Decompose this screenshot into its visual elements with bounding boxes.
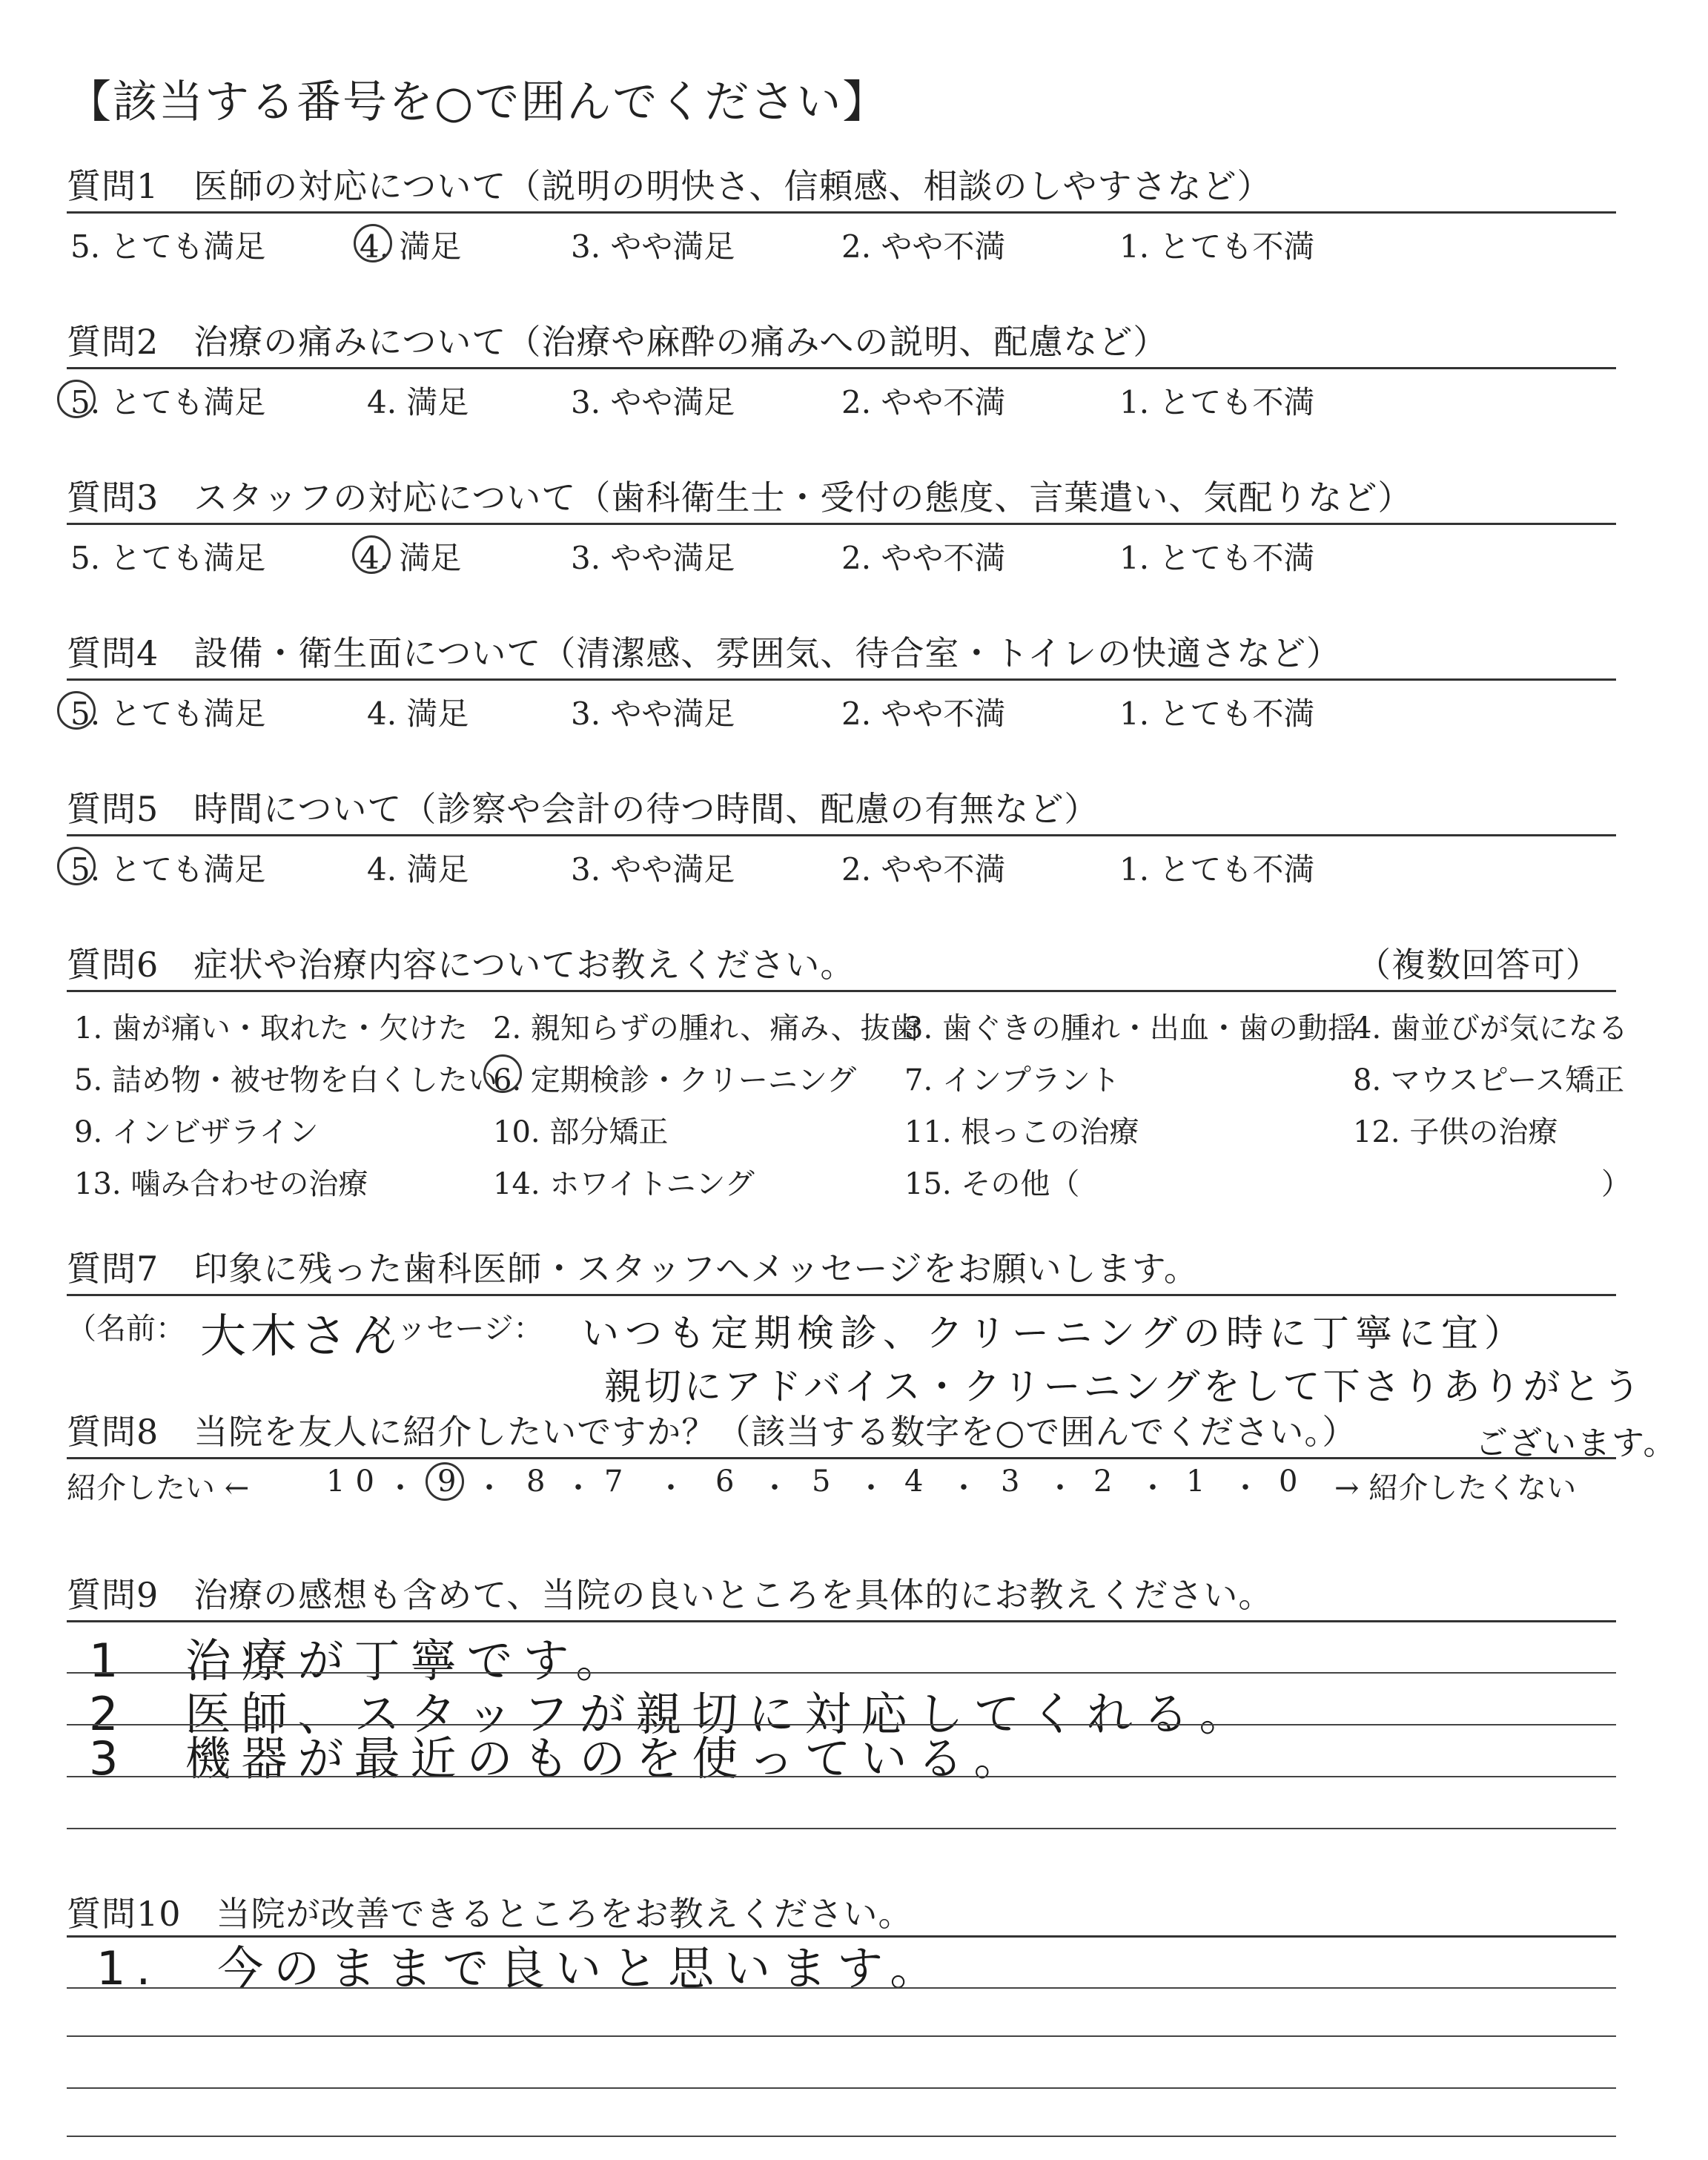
q3-option-1[interactable]: 1. とても不満 <box>1119 540 1315 576</box>
q8-dot: ・ <box>474 1471 504 1505</box>
q8-dot: ・ <box>385 1471 415 1505</box>
q5-option-1[interactable]: 1. とても不満 <box>1119 851 1315 888</box>
q7-name-label: （名前： <box>67 1312 185 1346</box>
q7-heading: 質問7 印象に残った歯科医師・スタッフへメッセージをお願いします。 <box>67 1249 1199 1289</box>
q6-item-11[interactable]: 11. 根っこの治療 <box>904 1115 1139 1149</box>
q2-option-3[interactable]: 3. やや満足 <box>571 384 735 420</box>
q1-option-1[interactable]: 1. とても不満 <box>1119 228 1315 265</box>
q8-scale-1[interactable]: 1 <box>1186 1464 1216 1499</box>
q7-rule <box>67 1294 1616 1296</box>
q8-dot: ・ <box>1045 1471 1075 1505</box>
q3-option-3[interactable]: 3. やや満足 <box>571 540 735 576</box>
q9-answer-line-2[interactable]: 2 医師、スタッフが親切に対応してくれる。 <box>89 1687 1256 1741</box>
q8-dot: ・ <box>656 1471 686 1505</box>
q2-option-1[interactable]: 1. とても不満 <box>1119 384 1315 420</box>
q2-heading: 質問2 治療の痛みについて（治療や麻酔の痛みへの説明、配慮など） <box>67 322 1168 362</box>
q10-line-rule <box>67 2087 1616 2089</box>
q8-scale-9[interactable]: 9 <box>437 1464 467 1499</box>
q6-item-2[interactable]: 2. 親知らずの腫れ、痛み、抜歯 <box>493 1011 920 1046</box>
q7-message-line1[interactable]: いつも定期検診、クリーニングの時に丁寧に宜） <box>582 1312 1527 1355</box>
q9-answer-line-3[interactable]: 3 機器が最近のものを使っている。 <box>89 1731 1030 1786</box>
q8-dot: ・ <box>949 1471 979 1505</box>
q8-scale-10[interactable]: 10 <box>326 1464 385 1499</box>
q8-dot: ・ <box>760 1471 790 1505</box>
q5-option-4[interactable]: 4. 満足 <box>367 851 469 888</box>
q4-option-3[interactable]: 3. やや満足 <box>571 696 735 732</box>
q10-line-rule <box>67 1987 1616 1989</box>
q6-item-13[interactable]: 13. 噛み合わせの治療 <box>74 1167 368 1201</box>
q8-scale-0[interactable]: 0 <box>1279 1464 1308 1499</box>
q8-scale-4[interactable]: 4 <box>904 1464 934 1499</box>
q6-heading: 質問6 症状や治療内容についてお教えください。 <box>67 945 855 985</box>
q7-name-value[interactable]: 大木さん <box>200 1309 403 1363</box>
q6-rule <box>67 990 1616 992</box>
q8-dot: ・ <box>563 1471 593 1505</box>
q4-answer-circle <box>57 691 96 730</box>
q10-line-rule <box>67 2035 1616 2037</box>
q6-item-6[interactable]: 6. 定期検診・クリーニング <box>493 1063 857 1097</box>
q2-option-5[interactable]: 5. とても満足 <box>70 384 266 420</box>
q7-message-label: メッセージ： <box>367 1312 543 1346</box>
q1-option-5[interactable]: 5. とても満足 <box>70 228 266 265</box>
q9-line-rule <box>67 1828 1616 1829</box>
q9-rule <box>67 1620 1616 1622</box>
q2-option-4[interactable]: 4. 満足 <box>367 384 469 420</box>
q3-option-2[interactable]: 2. やや不満 <box>841 540 1006 576</box>
q6-item-1[interactable]: 1. 歯が痛い・取れた・欠けた <box>74 1011 468 1046</box>
q3-answer-circle <box>352 535 391 574</box>
q5-option-5[interactable]: 5. とても満足 <box>70 851 266 888</box>
q6-item-15-close: ） <box>1601 1167 1631 1201</box>
q5-option-3[interactable]: 3. やや満足 <box>571 851 735 888</box>
q6-item-8[interactable]: 8. マウスピース矯正 <box>1353 1063 1625 1097</box>
q6-item-12[interactable]: 12. 子供の治療 <box>1353 1115 1558 1149</box>
q6-item-9[interactable]: 9. インビザライン <box>74 1115 319 1149</box>
q2-option-2[interactable]: 2. やや不満 <box>841 384 1006 420</box>
q6-note: （複数回答可） <box>1357 945 1601 985</box>
q8-dot: ・ <box>856 1471 886 1505</box>
q6-item-4[interactable]: 4. 歯並びが気になる <box>1353 1011 1628 1046</box>
q8-scale-7[interactable]: 7 <box>604 1464 634 1499</box>
q7-message-line3[interactable]: ございます。 <box>1475 1424 1678 1462</box>
q6-item-3[interactable]: 3. 歯ぐきの腫れ・出血・歯の動揺 <box>904 1011 1357 1046</box>
q8-scale-2[interactable]: 2 <box>1093 1464 1123 1499</box>
q5-rule <box>67 834 1616 836</box>
q8-selected-circle <box>426 1462 467 1501</box>
q5-answer-circle <box>57 847 96 885</box>
q3-option-5[interactable]: 5. とても満足 <box>70 540 266 576</box>
q10-heading: 質問10 当院が改善できるところをお教えください。 <box>67 1894 913 1934</box>
q8-dot: ・ <box>1138 1471 1168 1505</box>
q10-line-rule <box>67 2136 1616 2137</box>
q2-answer-circle <box>57 380 96 418</box>
q8-rule <box>67 1457 1616 1459</box>
q8-scale-6[interactable]: 6 <box>715 1464 745 1499</box>
q7-message-line2[interactable]: 親切にアドバイス・クリーニングをして下さりありがとう <box>604 1365 1644 1408</box>
q8-scale-8[interactable]: 8 <box>526 1464 556 1499</box>
q6-item-5[interactable]: 5. 詰め物・被せ物を白くしたい <box>74 1063 497 1097</box>
q10-answer-line-1[interactable]: 1. 今のままで良いと思います。 <box>96 1941 947 1995</box>
q8-scale-3[interactable]: 3 <box>1001 1464 1030 1499</box>
q5-heading: 質問5 時間について（診察や会計の待つ時間、配慮の有無など） <box>67 789 1099 829</box>
q1-heading: 質問1 医師の対応について（説明の明快さ、信頼感、相談のしやすさなど） <box>67 166 1272 206</box>
q1-option-2[interactable]: 2. やや不満 <box>841 228 1006 265</box>
q4-option-2[interactable]: 2. やや不満 <box>841 696 1006 732</box>
q9-answer-line-1[interactable]: 1 治療が丁寧です。 <box>89 1634 632 1688</box>
q8-left-label: 紹介したい ← <box>67 1471 250 1505</box>
q3-rule <box>67 523 1616 525</box>
q2-rule <box>67 367 1616 369</box>
q9-heading: 質問9 治療の感想も含めて、当院の良いところを具体的にお教えください。 <box>67 1575 1274 1615</box>
q4-option-4[interactable]: 4. 満足 <box>367 696 469 732</box>
q6-item-14[interactable]: 14. ホワイトニング <box>493 1167 755 1201</box>
q1-answer-circle <box>354 224 392 262</box>
q4-rule <box>67 678 1616 681</box>
q4-heading: 質問4 設備・衛生面について（清潔感、雰囲気、待合室・トイレの快適さなど） <box>67 633 1342 673</box>
q1-option-3[interactable]: 3. やや満足 <box>571 228 735 265</box>
q4-option-5[interactable]: 5. とても満足 <box>70 696 266 732</box>
q8-heading: 質問8 当院を友人に紹介したいですか？（該当する数字を○で囲んでください。） <box>67 1412 1357 1452</box>
q3-option-4[interactable]: 4. 満足 <box>360 540 462 576</box>
q1-option-4[interactable]: 4. 満足 <box>360 228 462 265</box>
q8-scale-5[interactable]: 5 <box>812 1464 841 1499</box>
q6-item-10[interactable]: 10. 部分矯正 <box>493 1115 669 1149</box>
form-title: 【該当する番号を○で囲んでください】 <box>67 76 889 128</box>
q8-right-label: → 紹介したくない <box>1334 1471 1577 1505</box>
q9-line-rule <box>67 1776 1616 1777</box>
q1-rule <box>67 211 1616 214</box>
q6-item-7[interactable]: 7. インプラント <box>904 1063 1120 1097</box>
q5-option-2[interactable]: 2. やや不満 <box>841 851 1006 888</box>
q3-heading: 質問3 スタッフの対応について（歯科衛生士・受付の態度、言葉遣い、気配りなど） <box>67 478 1413 518</box>
q8-dot: ・ <box>1231 1471 1260 1505</box>
q4-option-1[interactable]: 1. とても不満 <box>1119 696 1315 732</box>
q6-selected-circle <box>483 1054 522 1093</box>
q6-item-15[interactable]: 15. その他（ <box>904 1167 1080 1201</box>
q9-line-rule <box>67 1672 1616 1674</box>
